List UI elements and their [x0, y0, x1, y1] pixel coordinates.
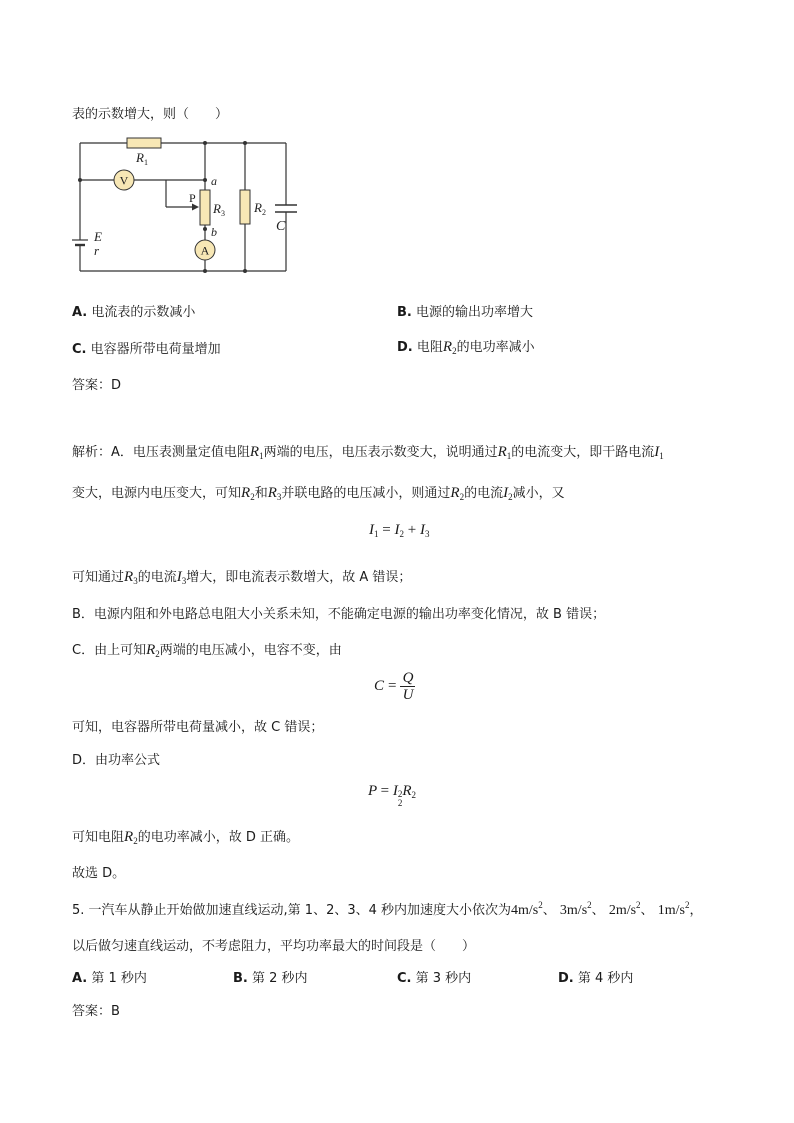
slider-p-label: P: [189, 191, 196, 205]
analysis-line-1: 解析：A．电压表测量定值电阻$R_1$两端的电压，电压表示数变大，说明通过$R_1$的电流变大，即干路电流$I_1$: [72, 444, 664, 461]
q4-option-c[interactable]: C. 电容器所带电荷量增加: [72, 342, 221, 357]
emf-label: E: [94, 229, 102, 244]
r3-label: $R_3$: [213, 201, 225, 218]
q4-option-b[interactable]: B. 电源的输出功率增大: [397, 305, 534, 320]
analysis-line-5: C．由上可知$R_2$两端的电压减小，电容不变，由: [72, 642, 342, 659]
q4-option-d[interactable]: D. 电阻$R_2$的电功率减小: [397, 339, 535, 356]
r2-label: $R_2$: [254, 200, 266, 217]
q5-option-c[interactable]: C. 第 3 秒内: [397, 971, 472, 986]
analysis-line-4: B．电源内阻和外电路总电阻大小关系未知，不能确定电源的输出功率变化情况，故 B 错误；: [72, 607, 606, 622]
circuit-diagram: [72, 133, 312, 278]
q4-option-a[interactable]: A. 电流表的示数减小: [72, 305, 196, 320]
q5-option-b[interactable]: B. 第 2 秒内: [233, 971, 308, 986]
r1-label: $R_1$: [136, 150, 148, 167]
ammeter-label: A: [200, 243, 210, 258]
resistor-r2: [240, 190, 250, 224]
analysis-conclusion: 故选 D。: [72, 866, 126, 881]
analysis-line-7: D．由功率公式: [72, 753, 161, 768]
analysis-line-8: 可知电阻$R_2$的电功率减小，故 D 正确。: [72, 829, 299, 846]
analysis-line-6: 可知，电容器所带电荷量减小，故 C 错误；: [72, 720, 324, 735]
q4-stem-tail: 表的示数增大，则（ ）: [72, 107, 229, 122]
analysis-line-2: 变大，电源内电压变大，可知$R_2$和$R_3$并联电路的电压减小，则通过$R_2$的电流$I_2$减小，又: [72, 485, 565, 502]
q5-option-d[interactable]: D. 第 4 秒内: [558, 971, 634, 986]
point-a-label: a: [211, 174, 217, 188]
point-b-label: b: [211, 225, 217, 239]
formula-capacitance: C = Q U: [374, 670, 415, 703]
formula-current-sum: $I_1 = I_2 + I_3$: [369, 522, 430, 539]
q4-answer: 答案：D: [72, 378, 122, 393]
internal-resistance-label: r: [94, 243, 100, 258]
analysis-line-3: 可知通过$R_3$的电流$I_3$增大，即电流表示数增大，故 A 错误；: [72, 569, 412, 586]
q5-option-a[interactable]: A. 第 1 秒内: [72, 971, 147, 986]
q5-stem-line-2: 以后做匀速直线运动，不考虑阻力，平均功率最大的时间段是（ ）: [72, 939, 476, 954]
resistor-r1: [127, 138, 161, 148]
q5-stem-line-1: 5. 一汽车从静止开始做加速直线运动,第 1、2、3、4 秒内加速度大小依次为$4m/s^2$、 $3m/s^2$、 $2m/s^2$、 $1m/s^2$，: [72, 900, 703, 918]
formula-power: P = I 2 2 $R_2$: [368, 783, 417, 808]
voltmeter-label: V: [119, 173, 129, 188]
resistor-r3: [200, 190, 210, 225]
q5-answer: 答案：B: [72, 1004, 120, 1019]
capacitor-label: C: [276, 219, 286, 234]
